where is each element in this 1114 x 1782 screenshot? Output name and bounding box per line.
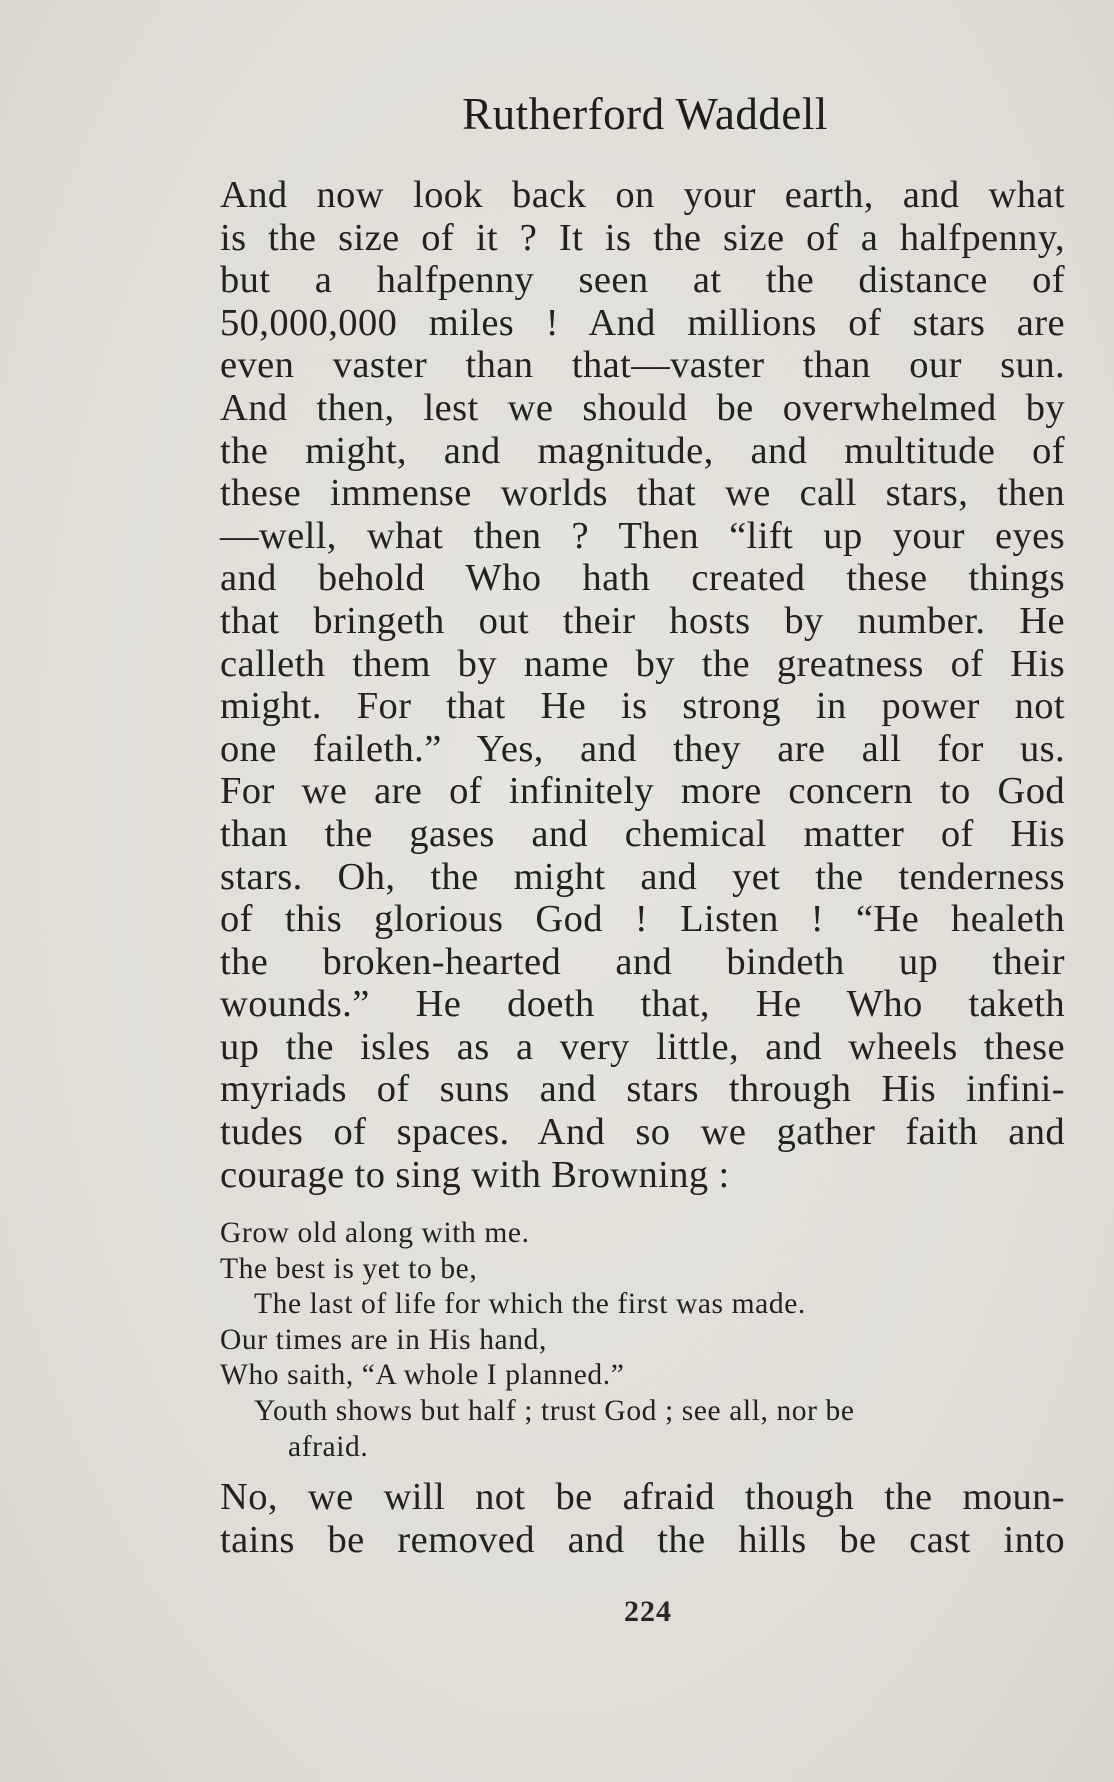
text-line: And then, lest we should be overwhelmed by [220,386,1065,429]
text-line: the might, and magnitude, and multitude of [220,429,1065,472]
text-line: tains be removed and the hills be cast into [220,1518,1065,1561]
text-line: the broken-hearted and bindeth up their [220,940,1065,983]
poem-line: Grow old along with me. [220,1217,530,1249]
text-line: calleth them by name by the greatness of His [220,642,1065,685]
poem-line: The best is yet to be, [220,1252,478,1285]
poem-quotation [220,1216,1080,1465]
text-line: and behold Who hath created these things [220,557,1065,600]
text-line: might. For that He is strong in power not [220,685,1065,728]
poem-line: Youth shows but half ; trust God ; see all, nor be [254,1394,855,1427]
text-line: one faileth.” Yes, and they are all for us. [220,727,1065,770]
text-line: 50,000,000 miles ! And millions of stars are [220,301,1065,344]
text-line: that bringeth out their hosts by number. He [220,599,1065,642]
text-line: these immense worlds that we call stars, then [220,472,1065,515]
text-line: And now look back on your earth, and what [220,174,1065,216]
paragraph-2 [220,1476,1065,1561]
poem-line: Our times are in His hand, [220,1323,547,1356]
text-line: of this glorious God ! Listen ! “He healeth [220,898,1065,941]
text-line: wounds.” He doeth that, He Who taketh [220,983,1065,1026]
paragraph-1 [220,174,1065,1196]
running-head: Rutherford Waddell [462,89,828,139]
text-line: —well, what then ? Then “lift up your eyes [220,514,1065,557]
text-line: No, we will not be afraid though the moun- [220,1476,1065,1518]
text-line: but a halfpenny seen at the distance of [220,259,1065,302]
text-line: courage to sing with Browning : [220,1153,730,1196]
text-line: is the size of it ? It is the size of a halfpenny, [220,216,1065,259]
text-line: than the gases and chemical matter of His [220,812,1065,855]
text-line: For we are of infinitely more concern to God [220,770,1065,813]
text-line: stars. Oh, the might and yet the tenderness [220,855,1065,898]
text-line: myriads of suns and stars through His infini- [220,1068,1065,1111]
text-line: tudes of spaces. And so we gather faith and [220,1111,1065,1154]
poem-line: afraid. [288,1430,369,1463]
poem-line: The last of life for which the first was made. [254,1288,806,1321]
text-line: even vaster than that—vaster than our sun. [220,344,1065,387]
text-line: up the isles as a very little, and wheels these [220,1025,1065,1068]
page-number: 224 [624,1595,672,1628]
poem-line: Who saith, “A whole I planned.” [220,1359,625,1392]
